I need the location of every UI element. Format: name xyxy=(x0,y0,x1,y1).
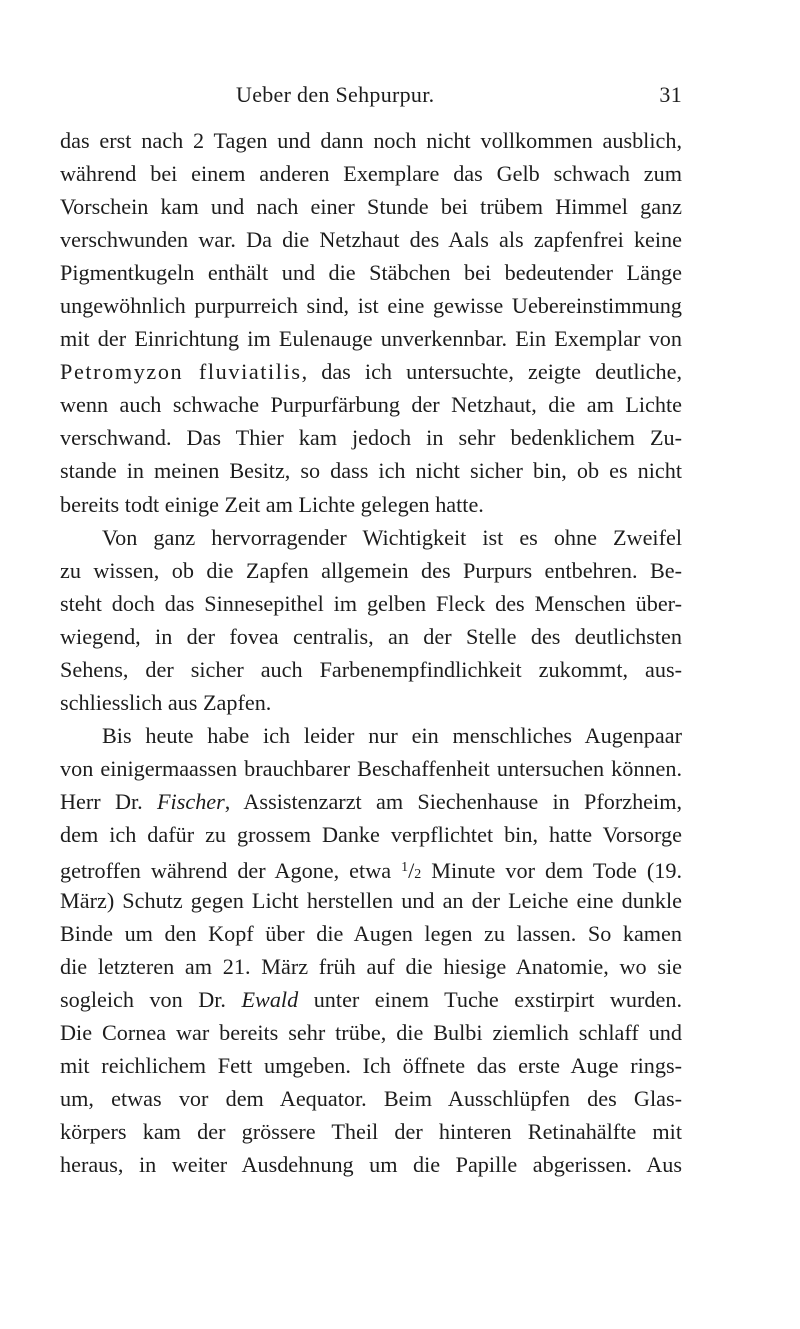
fraction-denominator: 2 xyxy=(414,867,422,883)
text-line: verschwand. Das Thier kam jedoch in sehr bedenklichem Zu- xyxy=(60,425,682,451)
text-line: verschwunden war. Da die Netzhaut des Aals als zapfenfrei keine xyxy=(60,227,682,253)
text-line: steht doch das Sinnesepithel im gelben Fleck des Menschen über- xyxy=(60,590,682,616)
text-line: getroffen während der Agone, etwa $^1$/2 Minute vor dem Tode (19. xyxy=(60,858,682,884)
person-name-fischer: Fischer xyxy=(157,788,225,814)
fraction-slash: / xyxy=(408,858,415,884)
text-line: zu wissen, ob die Zapfen allgemein des Purpurs entbehren. Be- xyxy=(60,557,682,583)
page-number: 31 xyxy=(659,82,682,107)
person-name-ewald: Ewald xyxy=(241,987,299,1013)
text-line: März) Schutz gegen Licht herstellen und an der Leiche eine dunkle xyxy=(60,888,682,914)
text-line: Herr Dr. Fischer, Assistenzarzt am Siechenhause in Pforzheim, xyxy=(60,788,683,814)
text-line: um, etwas vor dem Aequator. Beim Ausschlüpfen des Glas- xyxy=(60,1086,682,1112)
text-line: während bei einem anderen Exemplare das Gelb schwach zum xyxy=(60,161,682,187)
text-line: heraus, in weiter Ausdehnung um die Papille abgerissen. Aus xyxy=(60,1152,682,1178)
text-line: wenn auch schwache Purpurfärbung der Netzhaut, die am Lichte xyxy=(60,392,682,418)
text-line: mit reichlichem Fett umgeben. Ich öffnete das erste Auge rings- xyxy=(60,1053,682,1079)
text-line: schliesslich aus Zapfen. xyxy=(60,689,272,715)
text-line: von einigermaassen brauchbarer Beschaffenheit untersuchen können. xyxy=(60,755,682,781)
text-line: Binde um den Kopf über die Augen legen zu lassen. So kamen xyxy=(60,921,682,947)
text-line: wiegend, in der fovea centralis, an der Stelle des deutlichsten xyxy=(60,623,682,649)
text-line: dem ich dafür zu grossem Danke verpflichtet bin, hatte Vorsorge xyxy=(60,821,682,847)
text-line: bereits todt einige Zeit am Lichte gelegen hatte. xyxy=(60,491,484,517)
fraction-numerator: 1 xyxy=(401,860,409,876)
text-line: Petromyzon fluviatilis, das ich untersuchte, zeigte deutliche, xyxy=(60,359,682,385)
text-line: ungewöhnlich purpurreich sind, ist eine gewisse Uebereinstimmung xyxy=(60,293,682,319)
text-line: Sehens, der sicher auch Farbenempfindlichkeit zukommt, aus- xyxy=(60,656,682,682)
text-line: Die Cornea war bereits sehr trübe, die Bulbi ziemlich schlaff und xyxy=(60,1020,682,1046)
text-line: stande in meinen Besitz, so dass ich nicht sicher bin, ob es nicht xyxy=(60,458,682,484)
text-line: das erst nach 2 Tagen und dann noch nicht vollkommen ausblich, xyxy=(60,128,682,153)
text-line: mit der Einrichtung im Eulenauge unverkennbar. Ein Exemplar von xyxy=(60,326,682,352)
body-text xyxy=(60,124,682,1182)
running-title: Ueber den Sehpurpur. xyxy=(236,82,435,107)
text-line: die letzteren am 21. März früh auf die hiesige Anatomie, wo sie xyxy=(60,954,682,980)
text-line: Von ganz hervorragender Wichtigkeit ist es ohne Zweifel xyxy=(102,524,682,550)
text-line: Vorschein kam und nach einer Stunde bei trübem Himmel ganz xyxy=(60,194,682,220)
page-header xyxy=(236,82,682,112)
species-name: Petromyzon fluviatilis xyxy=(60,359,302,385)
text-line: sogleich von Dr. Ewald unter einem Tuche exstirpirt wurden. xyxy=(60,987,682,1013)
text-line: Pigmentkugeln enthält und die Stäbchen bei bedeutender Länge xyxy=(60,260,682,286)
text-line: Bis heute habe ich leider nur ein menschliches Augenpaar xyxy=(102,722,682,748)
text-line: körpers kam der grössere Theil der hinteren Retinahälfte mit xyxy=(60,1119,682,1145)
